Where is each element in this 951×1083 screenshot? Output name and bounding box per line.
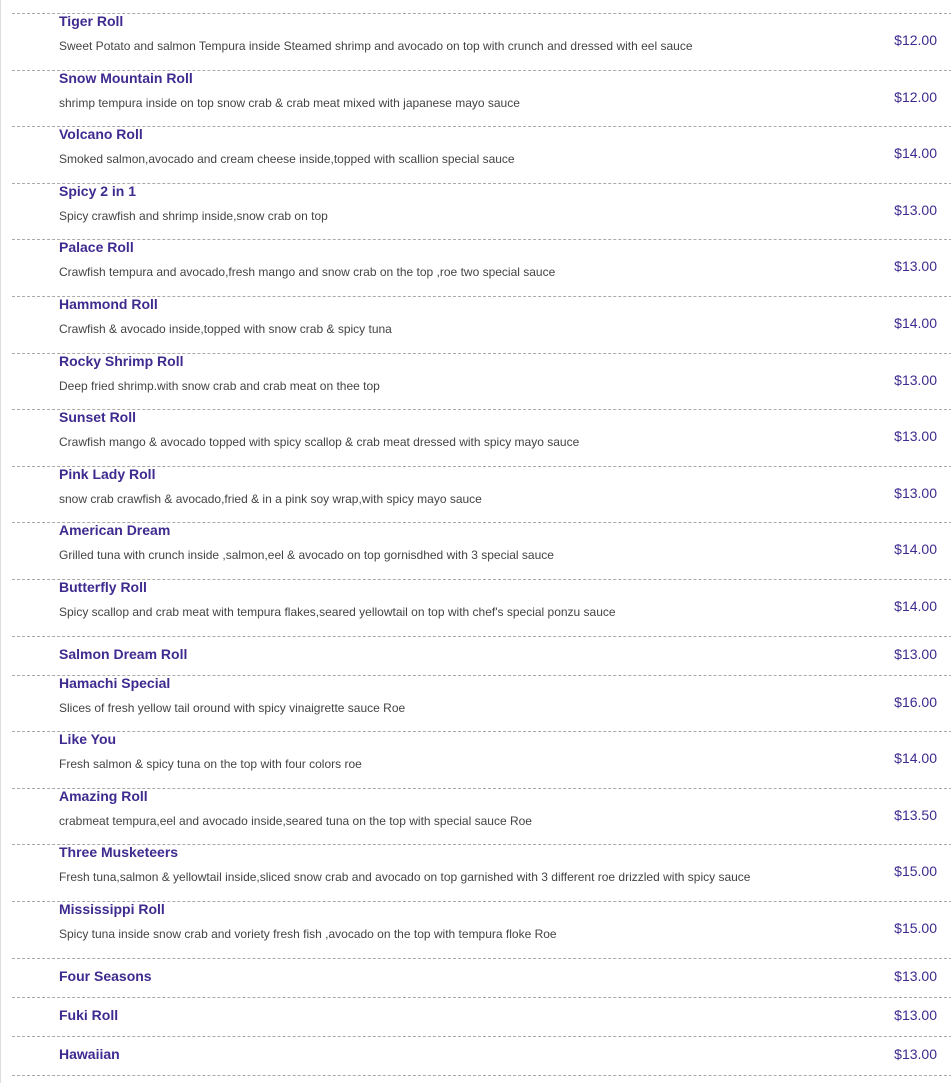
menu-item-description: Spicy tuna inside snow crab and voriety fresh fish ,avocado on the top with tempura floke Roe: [59, 927, 557, 941]
menu-item-name: American Dream: [59, 522, 171, 539]
menu-item-price: $15.00: [894, 863, 937, 880]
menu-item-description: snow crab crawfish & avocado,fried & in a pink soy wrap,with spicy mayo sauce: [59, 491, 482, 506]
menu-item-name: Like You: [59, 731, 117, 748]
menu-item-description: Crawfish & avocado inside,topped with snow crab & spicy tuna: [59, 322, 392, 336]
menu-item-row: [1, 70, 951, 127]
menu-item-name: Hamachi Special: [59, 674, 171, 691]
menu-item-price: $13.00: [894, 201, 937, 218]
menu-item-name: Butterfly Roll: [59, 579, 147, 595]
row-separator: [12, 1075, 951, 1076]
menu-item-name: Rocky Shrimp Roll: [59, 352, 184, 369]
menu-item-row: [1, 788, 951, 845]
menu-item-description: Spicy scallop and crab meat with tempura flakes,seared yellowtail on top with chef's special ponzu sauce: [59, 605, 616, 619]
menu-item-price: $12.00: [894, 32, 937, 48]
menu-item-row: [1, 183, 951, 240]
menu-item-description: Crawfish mango & avocado topped with spicy scallop & crab meat dressed with spicy mayo sauce: [59, 435, 580, 450]
menu-item-price: $13.00: [894, 428, 937, 445]
menu-item-name: Tiger Roll: [59, 13, 124, 29]
menu-item-description: Smoked salmon,avocado and cream cheese inside,topped with scallion special sauce: [59, 152, 515, 167]
menu-item-row: [1, 675, 951, 732]
menu-item-price: $16.00: [894, 693, 937, 710]
menu-item-price: $14.00: [894, 315, 937, 331]
menu-item-name: Three Musketeers: [59, 844, 179, 861]
menu-item-name: Pink Lady Roll: [59, 465, 156, 482]
menu-item-name: Fuki Roll: [59, 1007, 119, 1024]
menu-item-row: [1, 296, 951, 353]
menu-item-price: $14.00: [894, 750, 937, 767]
menu-item-name: Hammond Roll: [59, 296, 158, 312]
menu-item-description: Slices of fresh yellow tail oround with spicy vinaigrette sauce Roe: [59, 700, 406, 715]
menu-item-price: $13.00: [894, 258, 937, 275]
menu-item-price: $13.00: [894, 1007, 937, 1024]
menu-item-description: Fresh tuna,salmon & yellowtail inside,sliced snow crab and avocado on top garnished with 3 different roe drizzled with spicy sauce: [59, 870, 751, 885]
menu-item-description: Grilled tuna with crunch inside ,salmon,eel & avocado on top gornisdhed with 3 special sauce: [59, 548, 554, 563]
menu-item-name: Snow Mountain Roll: [59, 69, 193, 86]
menu-item-row: [1, 997, 951, 1036]
menu-item-price: $13.00: [894, 484, 937, 501]
menu-item-name: Spicy 2 in 1: [59, 182, 137, 199]
menu-item-row: [1, 901, 951, 958]
menu-item-description: Fresh salmon & spicy tuna on the top with four colors roe: [59, 757, 362, 772]
menu-item-description: Spicy crawfish and shrimp inside,snow crab on top: [59, 208, 328, 223]
menu-item-description: Sweet Potato and salmon Tempura inside Steamed shrimp and avocado on top with crunch and dressed with eel sauce: [59, 39, 693, 53]
menu-item-row: [1, 1036, 951, 1075]
menu-item-price: $12.00: [894, 88, 937, 105]
menu-item-name: Salmon Dream Roll: [59, 646, 188, 663]
menu-item-price: $14.00: [894, 145, 937, 162]
menu-item-row: [1, 13, 951, 70]
menu-item-name: Palace Roll: [59, 239, 134, 256]
menu-item-description: shrimp tempura inside on top snow crab & crab meat mixed with japanese mayo sauce: [59, 95, 520, 110]
menu-item-name: Volcano Roll: [59, 126, 143, 143]
menu-item-row: [1, 958, 951, 997]
menu-item-name: Hawaiian: [59, 1046, 120, 1063]
menu-item-row: [1, 636, 951, 675]
menu-item-price: $13.50: [894, 806, 937, 823]
menu-item-row: [1, 844, 951, 901]
menu-item-price: $13.00: [894, 1046, 937, 1063]
menu-item-row: [1, 239, 951, 296]
menu-item-description: crabmeat tempura,eel and avocado inside,seared tuna on the top with special sauce Roe: [59, 813, 532, 828]
menu-item-row: [1, 353, 951, 410]
menu-item-description: Deep fried shrimp.with snow crab and crab meat on thee top: [59, 378, 380, 393]
menu-item-row: [1, 579, 951, 636]
menu-item-price: $14.00: [894, 598, 937, 614]
menu-item-row: [1, 126, 951, 183]
menu-item-row: [1, 731, 951, 788]
menu-item-row: [1, 466, 951, 523]
menu-item-row: [1, 522, 951, 579]
menu-item-name: Amazing Roll: [59, 787, 148, 804]
menu-item-price: $13.00: [894, 968, 937, 985]
menu-item-row: [1, 409, 951, 466]
menu-item-price: $14.00: [894, 541, 937, 558]
menu-item-name: Sunset Roll: [59, 409, 137, 426]
menu-item-price: $15.00: [894, 920, 937, 936]
menu-item-price: $13.00: [894, 646, 937, 663]
menu-item-price: $13.00: [894, 371, 937, 388]
menu-item-description: Crawfish tempura and avocado,fresh mango and snow crab on the top ,roe two special sauce: [59, 265, 556, 280]
menu-item-name: Mississippi Roll: [59, 901, 165, 917]
menu-item-name: Four Seasons: [59, 968, 152, 985]
